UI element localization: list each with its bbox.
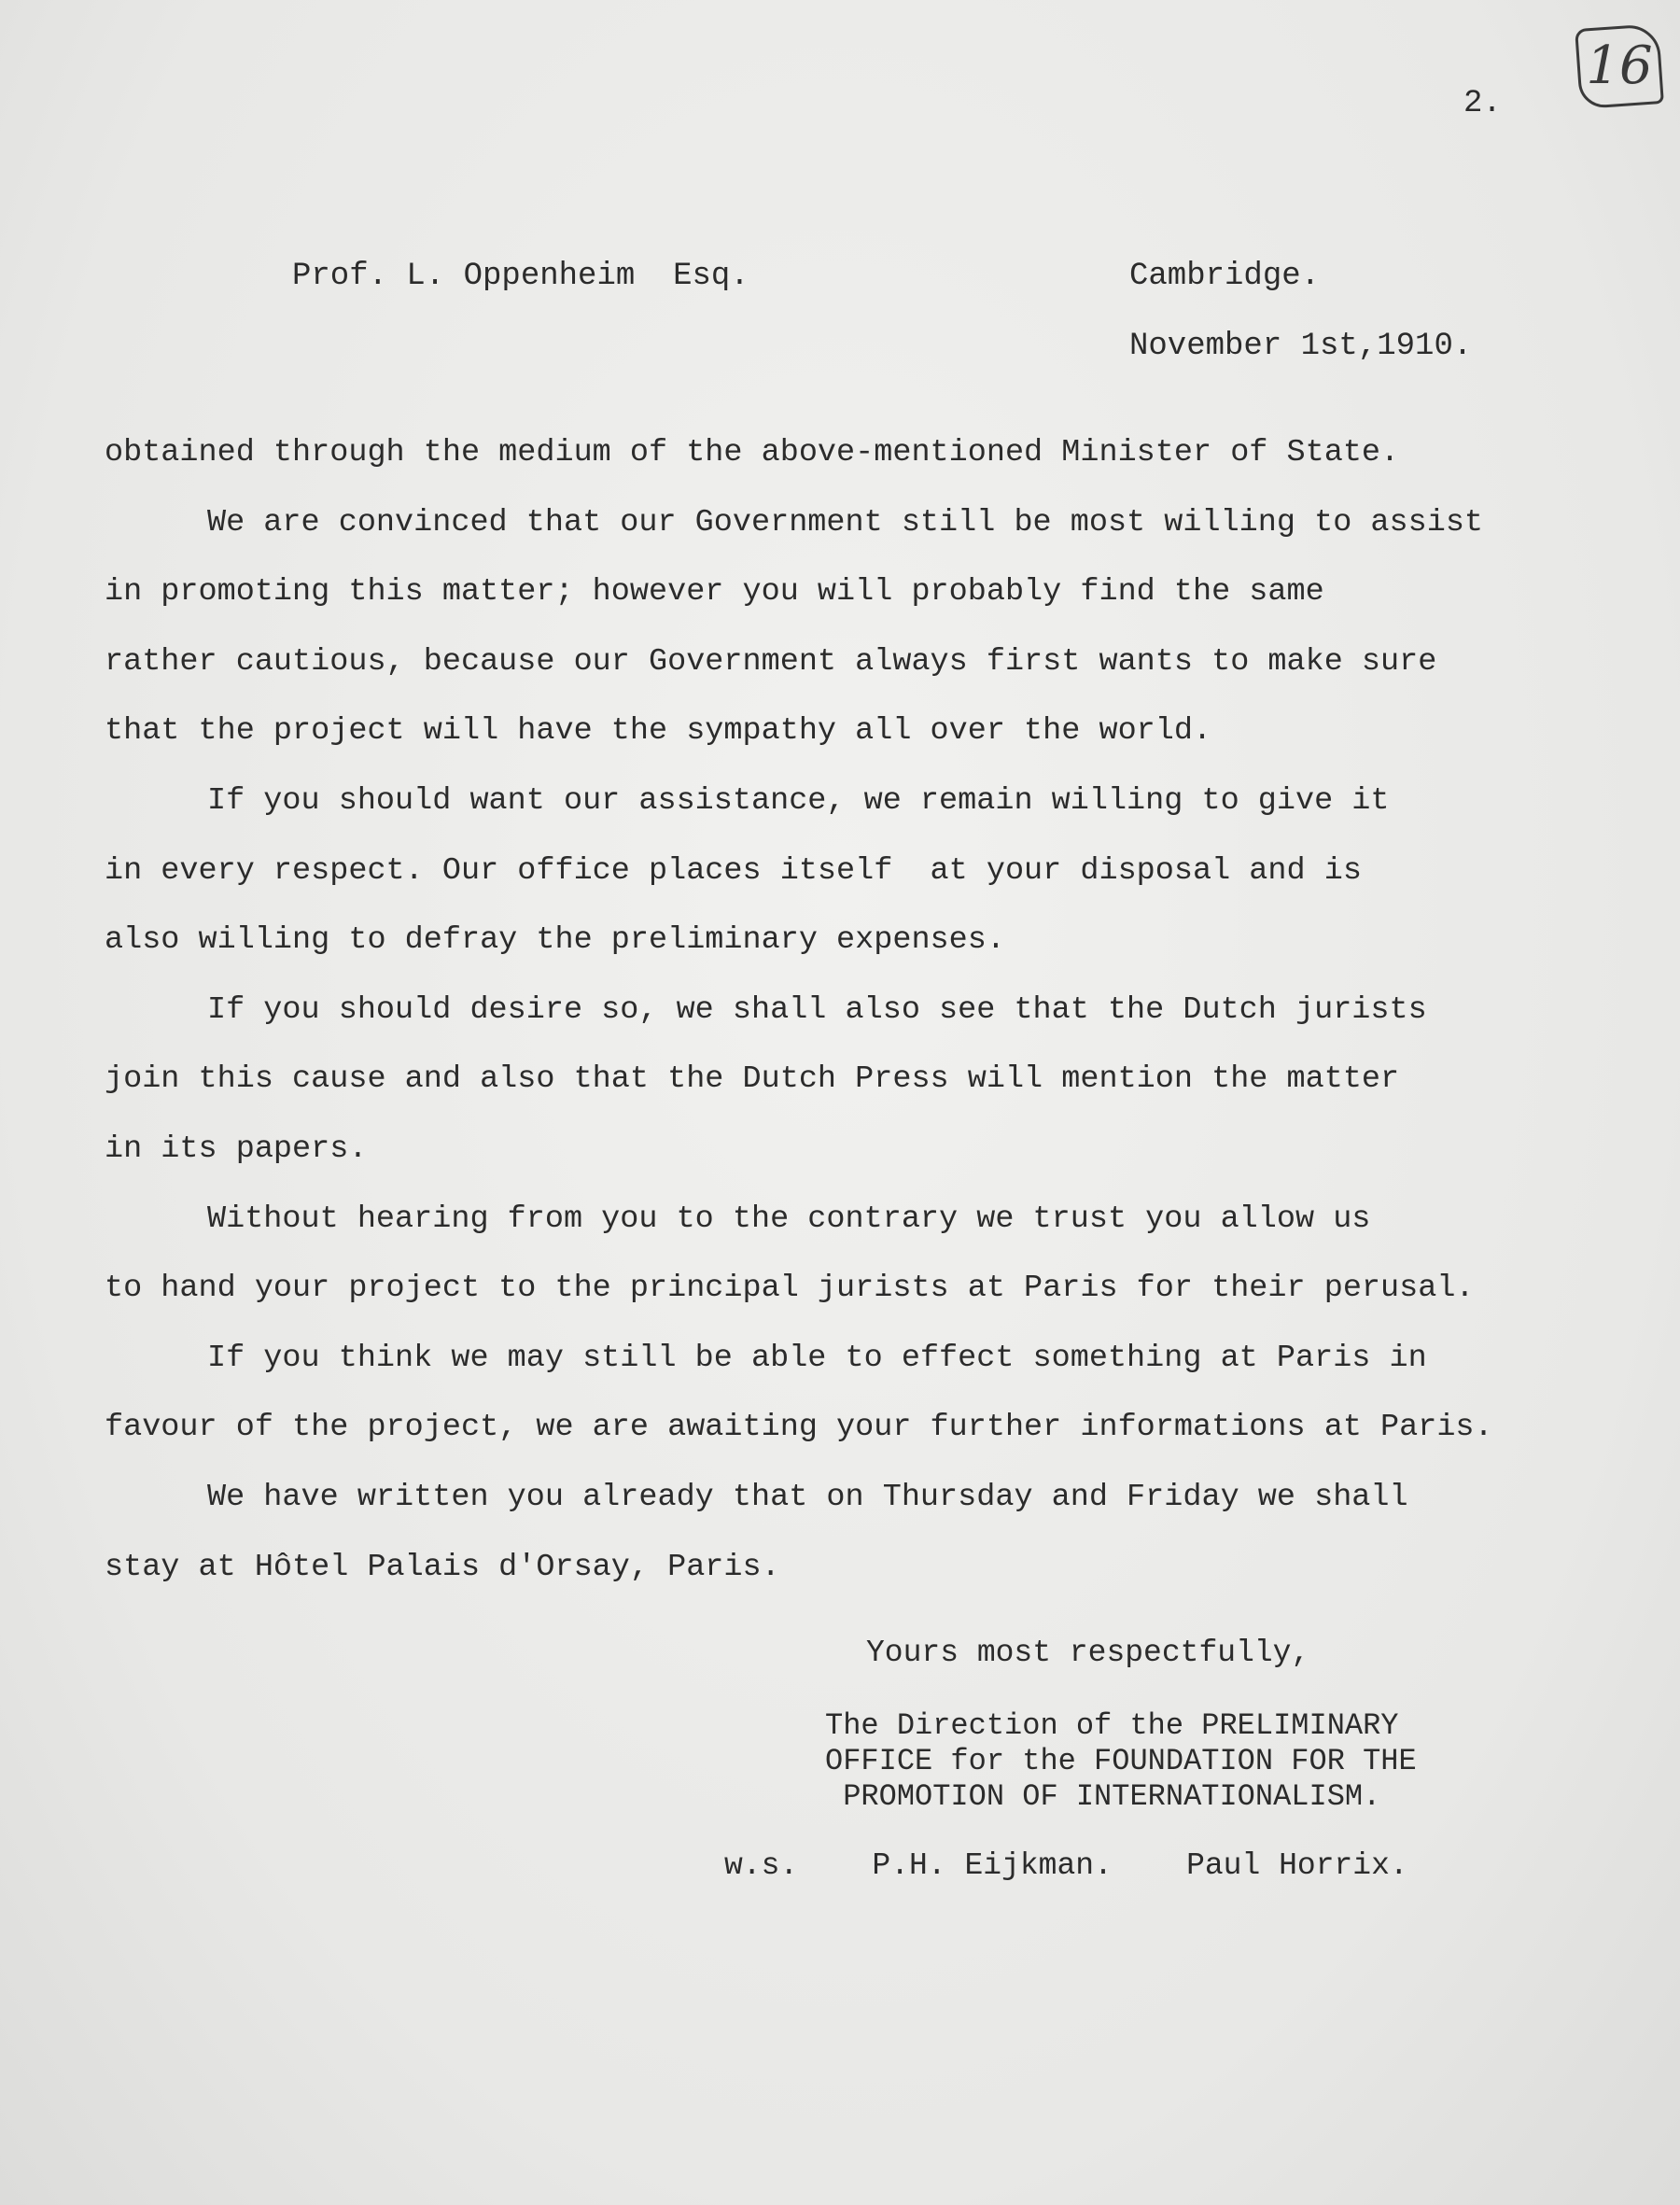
body-line: that the project will have the sympathy all over the world. (105, 713, 1212, 750)
closing: Yours most respectfully, (866, 1636, 1310, 1670)
body-line: If you should want our assistance, we remain willing to give it (207, 782, 1390, 819)
direction-line: The Direction of the PRELIMINARY (825, 1708, 1399, 1743)
letter-date: November 1st,1910. (1129, 329, 1473, 364)
direction-line: OFFICE for the FOUNDATION FOR THE (825, 1744, 1417, 1778)
body-line: If you think we may still be able to effect something at Paris in (207, 1340, 1427, 1376)
body-line: also willing to defray the preliminary expenses. (105, 922, 1005, 959)
letter-body (105, 418, 1635, 1602)
direction-line: PROMOTION OF INTERNATIONALISM. (825, 1779, 1381, 1814)
sender-direction (825, 1708, 1417, 1815)
body-line: We are convinced that our Government still be most willing to assist (207, 504, 1484, 541)
body-line: in promoting this matter; however you will probably find the same (105, 574, 1324, 611)
place-date-block (1129, 242, 1472, 382)
body-line: If you should desire so, we shall also see that the Dutch jurists (207, 991, 1427, 1028)
body-line: rather cautious, because our Government always first wants to make sure (105, 643, 1437, 680)
body-line: to hand your project to the principal jurists at Paris for their perusal. (105, 1271, 1475, 1307)
signatures: w.s. P.H. Eijkman. Paul Horrix. (724, 1848, 1408, 1883)
archive-number (1577, 26, 1661, 106)
body-line: obtained through the medium of the above-mentioned Minister of State. (105, 435, 1400, 470)
body-line: in every respect. Our office places itself at your disposal and is (105, 852, 1362, 889)
body-line: stay at Hôtel Palais d'Orsay, Paris. (105, 1549, 780, 1585)
body-line: We have written you already that on Thursday and Friday we shall (207, 1479, 1408, 1515)
body-line: join this cause and also that the Dutch Press will mention the matter (105, 1061, 1400, 1098)
archive-number-text: 16 (1586, 35, 1653, 96)
recipient: Prof. L. Oppenheim Esq. (292, 259, 749, 294)
body-line: Without hearing from you to the contrary we trust you allow us (207, 1201, 1371, 1237)
body-line: in its papers. (105, 1131, 368, 1167)
body-line: favour of the project, we are awaiting your further informations at Paris. (105, 1410, 1493, 1446)
page-number: 2. (1463, 86, 1502, 121)
city: Cambridge. (1129, 259, 1321, 294)
